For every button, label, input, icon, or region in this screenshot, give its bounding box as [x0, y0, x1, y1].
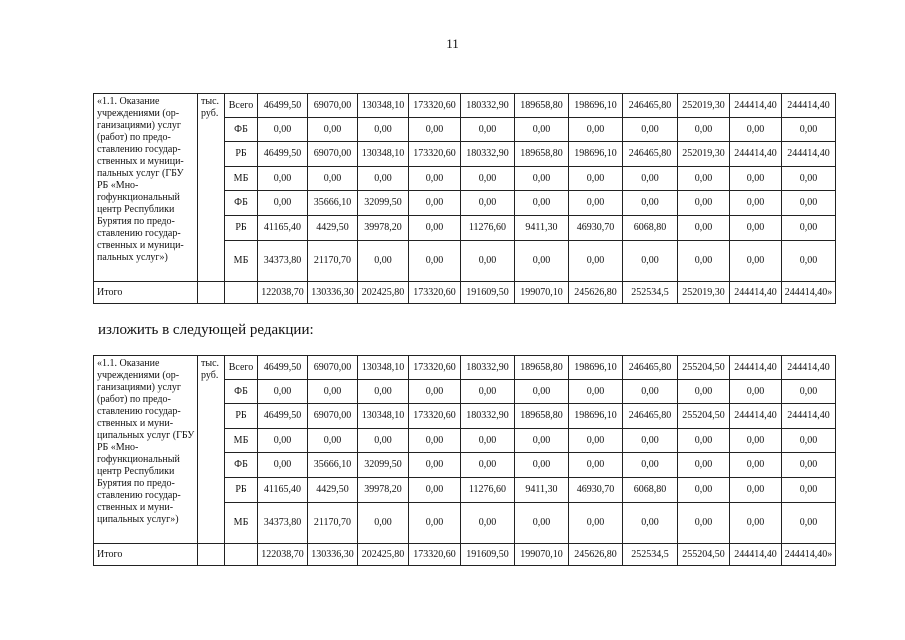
value-cell: 0,00 [308, 118, 358, 142]
value-cell: 39978,20 [358, 216, 409, 241]
value-cell: 32099,50 [358, 453, 409, 478]
value-cell: 189658,80 [515, 94, 569, 118]
total-value-cell: 173320,60 [409, 544, 461, 566]
total-value-cell: 191609,50 [461, 544, 515, 566]
value-cell: 9411,30 [515, 216, 569, 241]
value-cell: 0,00 [515, 241, 569, 282]
value-cell: 180332,90 [461, 94, 515, 118]
value-cell: 0,00 [782, 429, 836, 453]
value-cell: 0,00 [678, 241, 730, 282]
value-cell: 41165,40 [258, 216, 308, 241]
budget-source-label: МБ [225, 429, 258, 453]
value-cell: 0,00 [409, 429, 461, 453]
value-cell: 11276,60 [461, 216, 515, 241]
value-cell: 0,00 [358, 503, 409, 544]
value-cell: 0,00 [782, 167, 836, 191]
value-cell: 46499,50 [258, 356, 308, 380]
budget-source-label: ФБ [225, 191, 258, 216]
value-cell: 0,00 [623, 241, 678, 282]
page-number: 11 [446, 36, 459, 51]
service-description-cell: «1.1. Оказание учреждениями (организациями) услуг (работ) по предоставлению государственных и муниципальных услуг (ГБУ РБ «Многофункциональный центр Республики Бурятия по предоставлению государственных и муниципальных услуг») [94, 356, 198, 544]
value-cell: 0,00 [515, 429, 569, 453]
value-cell: 0,00 [730, 478, 782, 503]
total-value-cell: 130336,30 [308, 544, 358, 566]
total-value-cell: 255204,50 [678, 544, 730, 566]
value-cell: 0,00 [678, 380, 730, 404]
total-value-cell: 130336,30 [308, 282, 358, 304]
budget-source-label: ФБ [225, 453, 258, 478]
value-cell: 244414,40 [782, 356, 836, 380]
unit-cell: тыс. руб. [198, 356, 225, 544]
value-cell: 0,00 [782, 241, 836, 282]
value-cell: 198696,10 [569, 404, 623, 429]
value-cell: 244414,40 [730, 142, 782, 167]
total-value-cell: 173320,60 [409, 282, 461, 304]
value-cell: 11276,60 [461, 478, 515, 503]
value-cell: 0,00 [623, 503, 678, 544]
budget-source-label: РБ [225, 478, 258, 503]
empty-cell [198, 282, 225, 304]
value-cell: 4429,50 [308, 478, 358, 503]
value-cell: 21170,70 [308, 241, 358, 282]
value-cell: 0,00 [308, 167, 358, 191]
total-value-cell: 244414,40» [782, 544, 836, 566]
value-cell: 35666,10 [308, 453, 358, 478]
value-cell: 0,00 [461, 167, 515, 191]
value-cell: 4429,50 [308, 216, 358, 241]
value-cell: 246465,80 [623, 404, 678, 429]
total-value-cell: 252534,5 [623, 282, 678, 304]
value-cell: 189658,80 [515, 404, 569, 429]
value-cell: 0,00 [308, 380, 358, 404]
total-value-cell: 244414,40 [730, 282, 782, 304]
value-cell: 46930,70 [569, 216, 623, 241]
budget-table-new [93, 355, 836, 566]
value-cell: 130348,10 [358, 142, 409, 167]
value-cell: 0,00 [258, 191, 308, 216]
total-value-cell: 199070,10 [515, 544, 569, 566]
value-cell: 252019,30 [678, 94, 730, 118]
value-cell: 34373,80 [258, 241, 308, 282]
total-value-cell: 245626,80 [569, 544, 623, 566]
value-cell: 0,00 [678, 429, 730, 453]
value-cell: 244414,40 [730, 356, 782, 380]
value-cell: 244414,40 [730, 404, 782, 429]
value-cell: 0,00 [461, 380, 515, 404]
value-cell: 198696,10 [569, 94, 623, 118]
value-cell: 0,00 [409, 191, 461, 216]
total-value-cell: 202425,80 [358, 544, 409, 566]
value-cell: 0,00 [569, 429, 623, 453]
value-cell: 0,00 [258, 167, 308, 191]
value-cell: 0,00 [678, 503, 730, 544]
empty-cell [198, 544, 225, 566]
value-cell: 0,00 [623, 118, 678, 142]
value-cell: 173320,60 [409, 94, 461, 118]
total-value-cell: 122038,70 [258, 282, 308, 304]
value-cell: 0,00 [461, 429, 515, 453]
budget-table-old [93, 93, 836, 304]
value-cell: 0,00 [409, 241, 461, 282]
value-cell: 0,00 [358, 118, 409, 142]
value-cell: 0,00 [623, 380, 678, 404]
value-cell: 0,00 [461, 503, 515, 544]
value-cell: 39978,20 [358, 478, 409, 503]
value-cell: 0,00 [569, 167, 623, 191]
value-cell: 0,00 [569, 453, 623, 478]
total-value-cell: 199070,10 [515, 282, 569, 304]
value-cell: 0,00 [569, 241, 623, 282]
budget-source-label: МБ [225, 503, 258, 544]
total-label: Итого [94, 544, 198, 566]
budget-source-label: Всего [225, 356, 258, 380]
value-cell: 189658,80 [515, 356, 569, 380]
value-cell: 0,00 [730, 118, 782, 142]
value-cell: 6068,80 [623, 478, 678, 503]
total-value-cell: 202425,80 [358, 282, 409, 304]
value-cell: 0,00 [569, 380, 623, 404]
budget-source-label: ФБ [225, 380, 258, 404]
value-cell: 130348,10 [358, 94, 409, 118]
value-cell: 46499,50 [258, 142, 308, 167]
value-cell: 0,00 [409, 453, 461, 478]
value-cell: 0,00 [730, 167, 782, 191]
budget-source-label: Всего [225, 94, 258, 118]
value-cell: 0,00 [358, 167, 409, 191]
value-cell: 0,00 [515, 191, 569, 216]
value-cell: 0,00 [730, 191, 782, 216]
value-cell: 0,00 [515, 503, 569, 544]
value-cell: 252019,30 [678, 142, 730, 167]
value-cell: 130348,10 [358, 404, 409, 429]
value-cell: 0,00 [258, 118, 308, 142]
value-cell: 0,00 [409, 216, 461, 241]
value-cell: 198696,10 [569, 356, 623, 380]
value-cell: 246465,80 [623, 356, 678, 380]
value-cell: 198696,10 [569, 142, 623, 167]
value-cell: 0,00 [782, 453, 836, 478]
value-cell: 244414,40 [782, 94, 836, 118]
service-description-cell: «1.1. Оказание учреждениями (организациями) услуг (работ) по предоставлению государственных и муниципальных услуг (ГБУ РБ «Многофункциональный центр Республики Бурятия по предоставлению государственных и муниципальных услуг») [94, 94, 198, 282]
value-cell: 21170,70 [308, 503, 358, 544]
value-cell: 0,00 [409, 503, 461, 544]
total-value-cell: 244414,40» [782, 282, 836, 304]
value-cell: 246465,80 [623, 94, 678, 118]
value-cell: 0,00 [258, 429, 308, 453]
value-cell: 32099,50 [358, 191, 409, 216]
empty-cell [225, 282, 258, 304]
value-cell: 69070,00 [308, 142, 358, 167]
table-row [94, 356, 836, 380]
value-cell: 189658,80 [515, 142, 569, 167]
value-cell: 9411,30 [515, 478, 569, 503]
value-cell: 0,00 [730, 380, 782, 404]
value-cell: 0,00 [358, 380, 409, 404]
value-cell: 0,00 [782, 216, 836, 241]
value-cell: 0,00 [569, 118, 623, 142]
value-cell: 0,00 [308, 429, 358, 453]
value-cell: 0,00 [782, 118, 836, 142]
total-value-cell: 191609,50 [461, 282, 515, 304]
amendment-caption: изложить в следующей редакции: [98, 322, 314, 338]
value-cell: 0,00 [730, 453, 782, 478]
total-value-cell: 122038,70 [258, 544, 308, 566]
value-cell: 0,00 [730, 503, 782, 544]
value-cell: 0,00 [461, 118, 515, 142]
unit-cell: тыс. руб. [198, 94, 225, 282]
table-row [94, 94, 836, 118]
value-cell: 173320,60 [409, 142, 461, 167]
budget-source-label: МБ [225, 241, 258, 282]
value-cell: 0,00 [678, 478, 730, 503]
value-cell: 0,00 [569, 503, 623, 544]
value-cell: 0,00 [678, 216, 730, 241]
value-cell: 6068,80 [623, 216, 678, 241]
total-row [94, 544, 836, 566]
value-cell: 34373,80 [258, 503, 308, 544]
value-cell: 0,00 [515, 167, 569, 191]
value-cell: 0,00 [358, 429, 409, 453]
value-cell: 0,00 [623, 429, 678, 453]
value-cell: 46499,50 [258, 404, 308, 429]
value-cell: 0,00 [409, 478, 461, 503]
total-value-cell: 252534,5 [623, 544, 678, 566]
total-value-cell: 245626,80 [569, 282, 623, 304]
value-cell: 41165,40 [258, 478, 308, 503]
value-cell: 0,00 [782, 478, 836, 503]
total-row [94, 282, 836, 304]
value-cell: 0,00 [409, 118, 461, 142]
value-cell: 180332,90 [461, 356, 515, 380]
value-cell: 0,00 [678, 191, 730, 216]
value-cell: 255204,50 [678, 404, 730, 429]
value-cell: 180332,90 [461, 142, 515, 167]
value-cell: 0,00 [678, 453, 730, 478]
value-cell: 0,00 [409, 167, 461, 191]
value-cell: 255204,50 [678, 356, 730, 380]
value-cell: 0,00 [461, 191, 515, 216]
value-cell: 0,00 [409, 380, 461, 404]
value-cell: 0,00 [782, 191, 836, 216]
value-cell: 69070,00 [308, 94, 358, 118]
value-cell: 0,00 [569, 191, 623, 216]
value-cell: 69070,00 [308, 356, 358, 380]
value-cell: 0,00 [258, 453, 308, 478]
value-cell: 246465,80 [623, 142, 678, 167]
value-cell: 244414,40 [782, 142, 836, 167]
value-cell: 173320,60 [409, 404, 461, 429]
value-cell: 130348,10 [358, 356, 409, 380]
value-cell: 0,00 [782, 503, 836, 544]
value-cell: 0,00 [515, 453, 569, 478]
value-cell: 0,00 [730, 241, 782, 282]
budget-source-label: РБ [225, 142, 258, 167]
value-cell: 35666,10 [308, 191, 358, 216]
value-cell: 0,00 [258, 380, 308, 404]
value-cell: 0,00 [623, 167, 678, 191]
value-cell: 0,00 [623, 453, 678, 478]
total-label: Итого [94, 282, 198, 304]
value-cell: 46499,50 [258, 94, 308, 118]
value-cell: 0,00 [623, 191, 678, 216]
value-cell: 69070,00 [308, 404, 358, 429]
value-cell: 244414,40 [782, 404, 836, 429]
value-cell: 46930,70 [569, 478, 623, 503]
budget-source-label: ФБ [225, 118, 258, 142]
total-value-cell: 252019,30 [678, 282, 730, 304]
value-cell: 244414,40 [730, 94, 782, 118]
total-value-cell: 244414,40 [730, 544, 782, 566]
budget-source-label: МБ [225, 167, 258, 191]
value-cell: 0,00 [515, 118, 569, 142]
value-cell: 0,00 [461, 241, 515, 282]
value-cell: 180332,90 [461, 404, 515, 429]
empty-cell [225, 544, 258, 566]
value-cell: 0,00 [515, 380, 569, 404]
value-cell: 0,00 [678, 118, 730, 142]
budget-source-label: РБ [225, 404, 258, 429]
budget-source-label: РБ [225, 216, 258, 241]
value-cell: 0,00 [678, 167, 730, 191]
value-cell: 0,00 [461, 453, 515, 478]
value-cell: 173320,60 [409, 356, 461, 380]
value-cell: 0,00 [358, 241, 409, 282]
value-cell: 0,00 [730, 216, 782, 241]
value-cell: 0,00 [782, 380, 836, 404]
value-cell: 0,00 [730, 429, 782, 453]
